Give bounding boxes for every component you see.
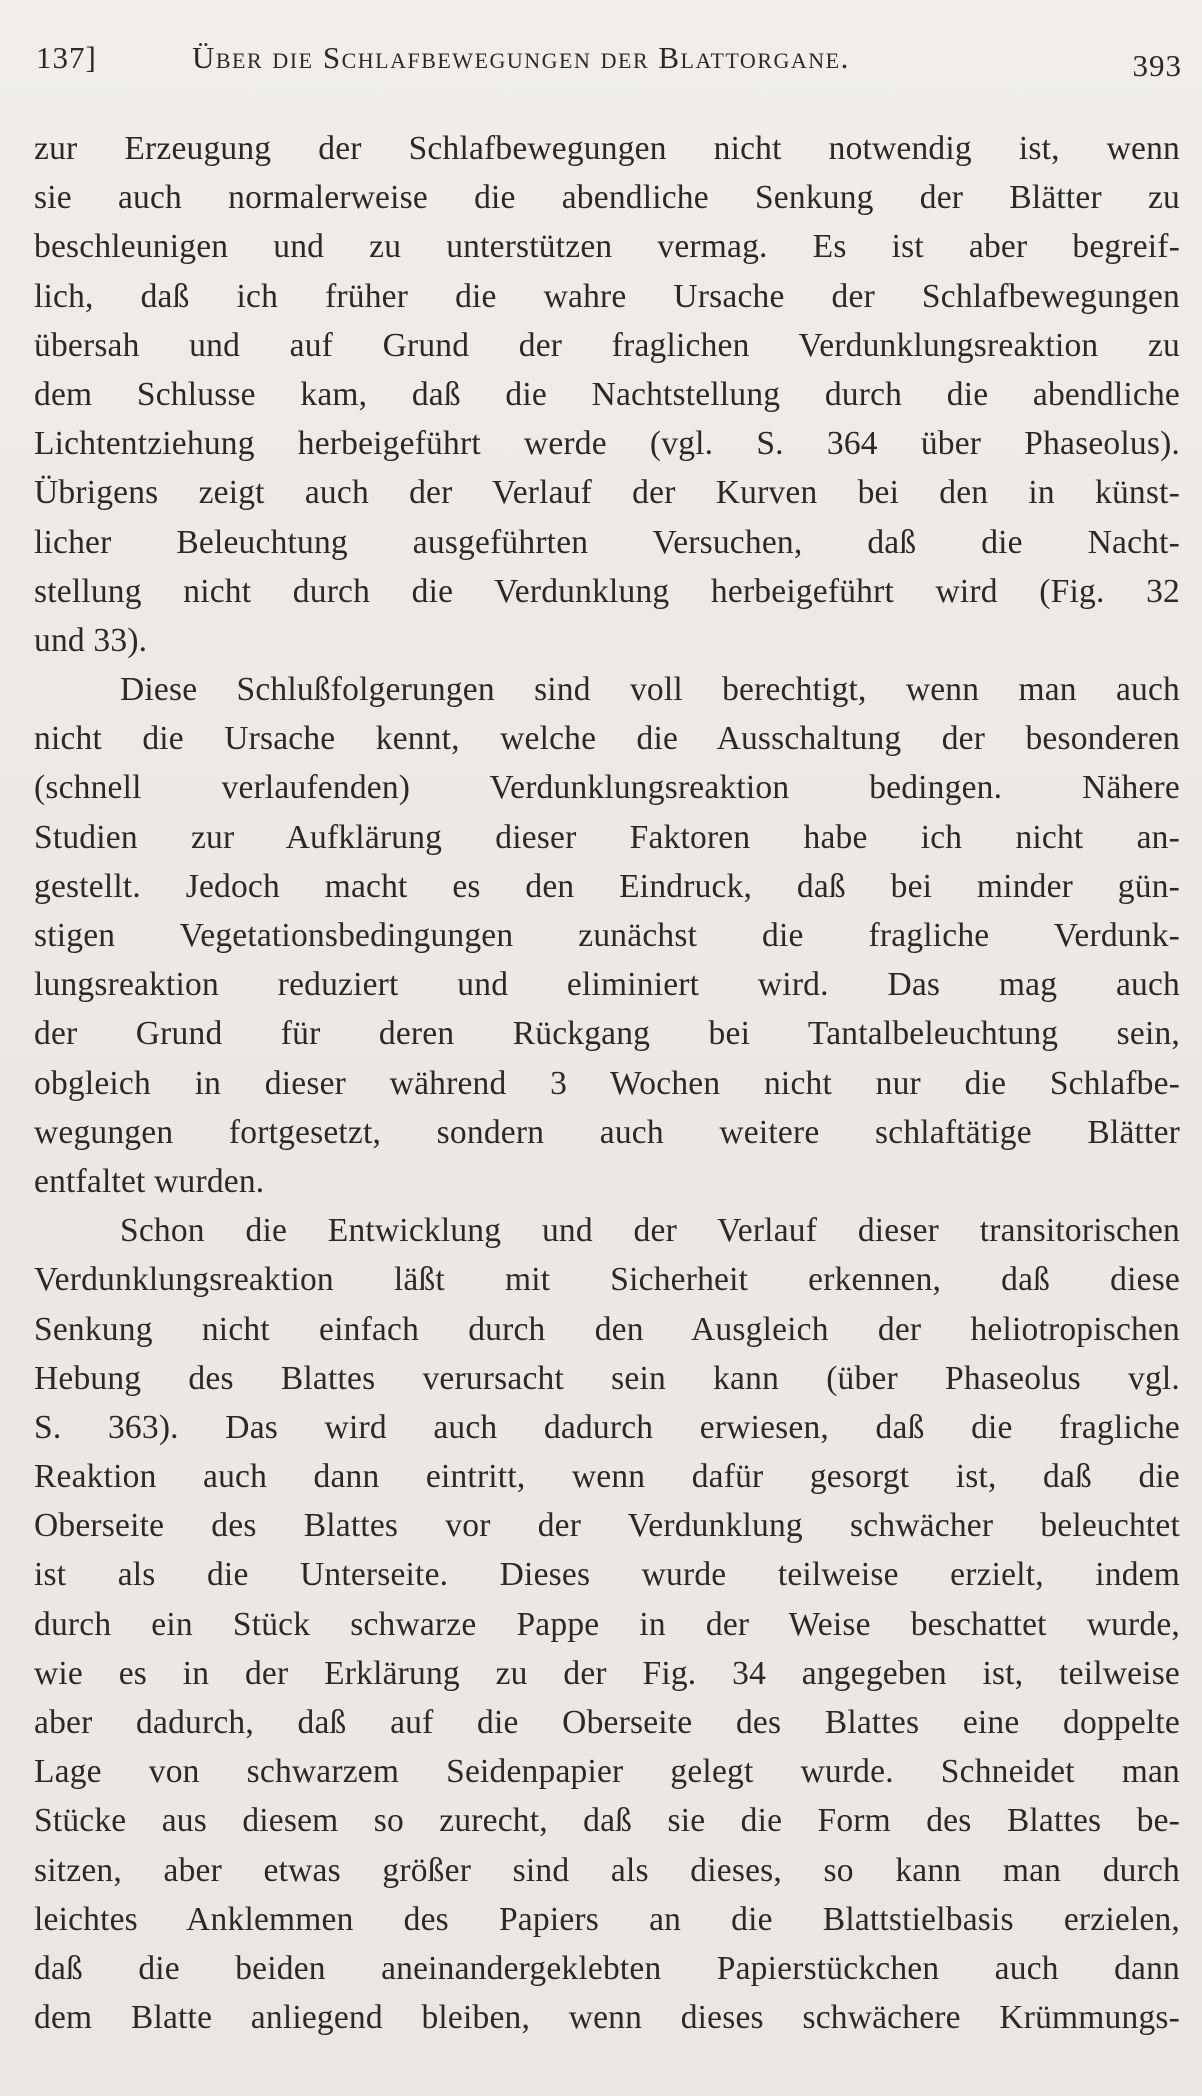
text-line: Oberseite des Blattes vor der Verdunklung schwächer beleuchtet [34,1507,1180,1545]
text-line: (schnell verlaufenden) Verdunklungsreaktion bedingen. Nähere [34,769,1180,807]
paragraph [34,124,1180,665]
text-line: obgleich in dieser während 3 Wochen nicht nur die Schlafbe- [34,1064,1180,1102]
text-line: zur Erzeugung der Schlafbewegungen nicht notwendig ist, wenn [34,130,1180,167]
text-line: der Grund für deren Rückgang bei Tantalbeleuchtung sein, [34,1015,1180,1053]
text-line: lich, daß ich früher die wahre Ursache der Schlafbewegungen [34,277,1180,315]
text-line: durch ein Stück schwarze Pappe in der Weise beschattet wurde, [34,1605,1180,1643]
running-head [36,40,1182,90]
text-line: ist als die Unterseite. Dieses wurde teilweise erzielt, indem [34,1556,1180,1594]
text-line: Senkung nicht einfach durch den Ausgleich der heliotropischen [34,1310,1180,1348]
text-line: leichtes Anklemmen des Papiers an die Blattstielbasis erzielen, [34,1900,1180,1938]
text-line: Übrigens zeigt auch der Verlauf der Kurven bei den in künst- [34,474,1180,512]
text-line: gestellt. Jedoch macht es den Eindruck, daß bei minder gün- [34,867,1180,905]
text-line: und 33). [34,621,148,659]
text-line: Studien zur Aufklärung dieser Faktoren habe ich nicht an- [34,818,1180,856]
text-line: nicht die Ursache kennt, welche die Ausschaltung der besonderen [34,720,1180,758]
text-line: dem Schlusse kam, daß die Nachtstellung durch die abendliche [34,375,1180,413]
text-line: übersah und auf Grund der fraglichen Verdunklungsreaktion zu [34,326,1180,364]
chapter-reference: 137] [36,40,97,75]
text-line: wegungen fortgesetzt, sondern auch weitere schlaftätige Blätter [34,1113,1180,1151]
text-line: aber dadurch, daß auf die Oberseite des Blattes eine doppelte [34,1704,1180,1741]
text-line: Schon die Entwicklung und der Verlauf dieser transitorischen [120,1212,1180,1250]
paragraph [34,1206,1180,2042]
text-line: Verdunklungsreaktion läßt mit Sicherheit erkennen, daß diese [34,1261,1180,1299]
text-line: stigen Vegetationsbedingungen zunächst die fragliche Verdunk- [34,917,1180,954]
text-line: Stücke aus diesem so zurecht, daß sie die Form des Blattes be- [34,1802,1180,1840]
text-line: Lichtentziehung herbeigeführt werde (vgl. S. 364 über Phaseolus). [34,425,1180,463]
text-line: wie es in der Erklärung zu der Fig. 34 angegeben ist, teilweise [34,1654,1180,1692]
text-line: Reaktion auch dann eintritt, wenn dafür gesorgt ist, daß die [34,1458,1180,1496]
page-number: 393 [1132,48,1182,83]
text-line: S. 363). Das wird auch dadurch erwiesen, daß die fragliche [34,1408,1180,1446]
text-line: sie auch normalerweise die abendliche Senkung der Blätter zu [34,179,1180,217]
running-title: Über die Schlafbewegungen der Blattorgane. [192,40,850,75]
text-line: beschleunigen und zu unterstützen vermag. Es ist aber begreif- [34,228,1180,266]
text-line: entfaltet wurden. [34,1162,265,1200]
text-line: dem Blatte anliegend bleiben, wenn dieses schwächere Krümmungs- [34,1999,1180,2037]
text-line: daß die beiden aneinandergeklebten Papierstückchen auch dann [34,1949,1180,1987]
body-text [34,124,1180,2042]
text-line: Hebung des Blattes verursacht sein kann (über Phaseolus vgl. [34,1359,1180,1397]
text-line: lungsreaktion reduziert und eliminiert wird. Das mag auch [34,966,1180,1004]
text-line: stellung nicht durch die Verdunklung herbeigeführt wird (Fig. 32 [34,572,1180,610]
text-line: licher Beleuchtung ausgeführten Versuchen, daß die Nacht- [34,523,1180,561]
text-line: sitzen, aber etwas größer sind als dieses, so kann man durch [34,1851,1180,1889]
text-line: Lage von schwarzem Seidenpapier gelegt wurde. Schneidet man [34,1753,1180,1791]
text-line: Diese Schlußfolgerungen sind voll berechtigt, wenn man auch [120,671,1180,709]
paragraph [34,665,1180,1206]
